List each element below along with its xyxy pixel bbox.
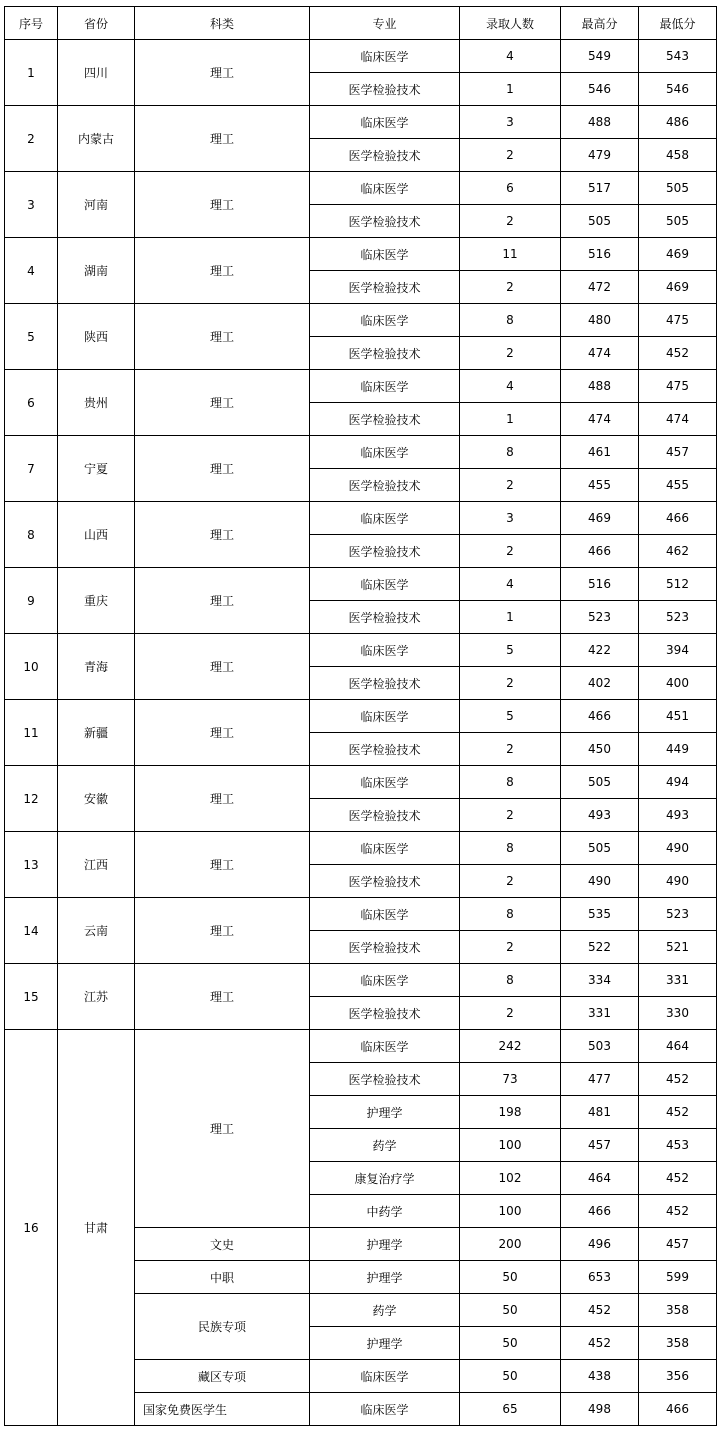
min-score-cell: 474: [639, 403, 717, 436]
admitted-count-cell: 50: [460, 1261, 561, 1294]
major-cell: 中药学: [310, 1195, 460, 1228]
seq-cell: 15: [5, 964, 58, 1030]
category-cell: 理工: [135, 1030, 310, 1228]
major-cell: 临床医学: [310, 370, 460, 403]
major-cell: 临床医学: [310, 1030, 460, 1063]
major-cell: 医学检验技术: [310, 139, 460, 172]
min-score-cell: 490: [639, 865, 717, 898]
major-cell: 医学检验技术: [310, 799, 460, 832]
min-score-cell: 494: [639, 766, 717, 799]
admitted-count-cell: 2: [460, 205, 561, 238]
major-cell: 临床医学: [310, 436, 460, 469]
major-cell: 护理学: [310, 1096, 460, 1129]
seq-cell: 7: [5, 436, 58, 502]
min-score-cell: 400: [639, 667, 717, 700]
seq-cell: 2: [5, 106, 58, 172]
max-score-cell: 517: [561, 172, 639, 205]
min-score-cell: 452: [639, 1096, 717, 1129]
admitted-count-cell: 2: [460, 865, 561, 898]
min-score-cell: 469: [639, 238, 717, 271]
admitted-count-cell: 50: [460, 1294, 561, 1327]
max-score-cell: 505: [561, 766, 639, 799]
min-score-cell: 521: [639, 931, 717, 964]
max-score-cell: 466: [561, 535, 639, 568]
max-score-cell: 438: [561, 1360, 639, 1393]
min-score-cell: 493: [639, 799, 717, 832]
max-score-cell: 481: [561, 1096, 639, 1129]
major-cell: 医学检验技术: [310, 931, 460, 964]
min-score-cell: 452: [639, 1195, 717, 1228]
max-score-cell: 334: [561, 964, 639, 997]
category-cell: 理工: [135, 370, 310, 436]
category-cell: 理工: [135, 172, 310, 238]
seq-cell: 11: [5, 700, 58, 766]
min-score-cell: 599: [639, 1261, 717, 1294]
max-score-cell: 493: [561, 799, 639, 832]
major-cell: 临床医学: [310, 766, 460, 799]
province-cell: 四川: [58, 40, 135, 106]
table-row: [5, 568, 717, 601]
max-score-cell: 480: [561, 304, 639, 337]
major-cell: 临床医学: [310, 964, 460, 997]
max-score-cell: 472: [561, 271, 639, 304]
admitted-count-cell: 2: [460, 139, 561, 172]
max-score-cell: 466: [561, 1195, 639, 1228]
admitted-count-cell: 2: [460, 799, 561, 832]
header-seq: 序号: [5, 7, 58, 40]
province-cell: 山西: [58, 502, 135, 568]
max-score-cell: 516: [561, 568, 639, 601]
admitted-count-cell: 8: [460, 832, 561, 865]
max-score-cell: 516: [561, 238, 639, 271]
max-score-cell: 488: [561, 370, 639, 403]
admitted-count-cell: 200: [460, 1228, 561, 1261]
admitted-count-cell: 100: [460, 1129, 561, 1162]
table-body: [5, 40, 717, 1426]
major-cell: 药学: [310, 1294, 460, 1327]
major-cell: 护理学: [310, 1327, 460, 1360]
min-score-cell: 449: [639, 733, 717, 766]
header-row: [5, 7, 717, 40]
admitted-count-cell: 4: [460, 40, 561, 73]
category-cell: 理工: [135, 766, 310, 832]
major-cell: 医学检验技术: [310, 733, 460, 766]
major-cell: 临床医学: [310, 172, 460, 205]
admitted-count-cell: 1: [460, 601, 561, 634]
table-row: [5, 40, 717, 73]
min-score-cell: 486: [639, 106, 717, 139]
header-major: 专业: [310, 7, 460, 40]
category-cell: 理工: [135, 700, 310, 766]
seq-cell: 1: [5, 40, 58, 106]
admitted-count-cell: 2: [460, 469, 561, 502]
category-cell: 理工: [135, 502, 310, 568]
max-score-cell: 452: [561, 1327, 639, 1360]
admitted-count-cell: 50: [460, 1360, 561, 1393]
max-score-cell: 549: [561, 40, 639, 73]
min-score-cell: 358: [639, 1327, 717, 1360]
min-score-cell: 490: [639, 832, 717, 865]
table-row: [5, 436, 717, 469]
max-score-cell: 479: [561, 139, 639, 172]
major-cell: 护理学: [310, 1228, 460, 1261]
table-row: [5, 1030, 717, 1063]
category-cell: 理工: [135, 634, 310, 700]
max-score-cell: 490: [561, 865, 639, 898]
major-cell: 医学检验技术: [310, 337, 460, 370]
admitted-count-cell: 4: [460, 568, 561, 601]
major-cell: 医学检验技术: [310, 271, 460, 304]
max-score-cell: 474: [561, 337, 639, 370]
admitted-count-cell: 8: [460, 766, 561, 799]
category-cell: 理工: [135, 832, 310, 898]
major-cell: 医学检验技术: [310, 535, 460, 568]
max-score-cell: 546: [561, 73, 639, 106]
max-score-cell: 535: [561, 898, 639, 931]
min-score-cell: 457: [639, 436, 717, 469]
province-cell: 河南: [58, 172, 135, 238]
major-cell: 临床医学: [310, 106, 460, 139]
header-category: 科类: [135, 7, 310, 40]
province-cell: 新疆: [58, 700, 135, 766]
admitted-count-cell: 5: [460, 634, 561, 667]
table-row: [5, 238, 717, 271]
admitted-count-cell: 8: [460, 964, 561, 997]
major-cell: 医学检验技术: [310, 469, 460, 502]
header-admitted: 录取人数: [460, 7, 561, 40]
max-score-cell: 450: [561, 733, 639, 766]
max-score-cell: 457: [561, 1129, 639, 1162]
min-score-cell: 453: [639, 1129, 717, 1162]
table-row: [5, 106, 717, 139]
min-score-cell: 462: [639, 535, 717, 568]
seq-cell: 13: [5, 832, 58, 898]
min-score-cell: 330: [639, 997, 717, 1030]
category-cell: 理工: [135, 964, 310, 1030]
admitted-count-cell: 3: [460, 502, 561, 535]
max-score-cell: 496: [561, 1228, 639, 1261]
major-cell: 临床医学: [310, 568, 460, 601]
admitted-count-cell: 2: [460, 931, 561, 964]
category-cell: 民族专项: [135, 1294, 310, 1360]
province-cell: 贵州: [58, 370, 135, 436]
seq-cell: 5: [5, 304, 58, 370]
max-score-cell: 331: [561, 997, 639, 1030]
max-score-cell: 464: [561, 1162, 639, 1195]
table-row: [5, 304, 717, 337]
min-score-cell: 331: [639, 964, 717, 997]
province-cell: 宁夏: [58, 436, 135, 502]
major-cell: 临床医学: [310, 634, 460, 667]
min-score-cell: 505: [639, 172, 717, 205]
major-cell: 药学: [310, 1129, 460, 1162]
table-row: [5, 634, 717, 667]
max-score-cell: 505: [561, 205, 639, 238]
table-row: [5, 964, 717, 997]
table-row: [5, 502, 717, 535]
max-score-cell: 402: [561, 667, 639, 700]
major-cell: 医学检验技术: [310, 403, 460, 436]
max-score-cell: 523: [561, 601, 639, 634]
header-province: 省份: [58, 7, 135, 40]
admitted-count-cell: 8: [460, 304, 561, 337]
admitted-count-cell: 100: [460, 1195, 561, 1228]
category-cell: 理工: [135, 238, 310, 304]
province-cell: 内蒙古: [58, 106, 135, 172]
category-cell: 理工: [135, 568, 310, 634]
seq-cell: 16: [5, 1030, 58, 1426]
min-score-cell: 512: [639, 568, 717, 601]
admitted-count-cell: 8: [460, 436, 561, 469]
table-row: [5, 766, 717, 799]
admitted-count-cell: 2: [460, 733, 561, 766]
admitted-count-cell: 50: [460, 1327, 561, 1360]
admitted-count-cell: 1: [460, 403, 561, 436]
admitted-count-cell: 2: [460, 271, 561, 304]
min-score-cell: 475: [639, 370, 717, 403]
category-cell: 理工: [135, 40, 310, 106]
min-score-cell: 546: [639, 73, 717, 106]
major-cell: 临床医学: [310, 832, 460, 865]
max-score-cell: 474: [561, 403, 639, 436]
admitted-count-cell: 4: [460, 370, 561, 403]
min-score-cell: 451: [639, 700, 717, 733]
max-score-cell: 469: [561, 502, 639, 535]
table-row: [5, 700, 717, 733]
major-cell: 临床医学: [310, 238, 460, 271]
major-cell: 医学检验技术: [310, 865, 460, 898]
min-score-cell: 452: [639, 1162, 717, 1195]
min-score-cell: 452: [639, 337, 717, 370]
major-cell: 临床医学: [310, 1360, 460, 1393]
admitted-count-cell: 8: [460, 898, 561, 931]
province-cell: 江西: [58, 832, 135, 898]
major-cell: 临床医学: [310, 40, 460, 73]
header-max-score: 最高分: [561, 7, 639, 40]
seq-cell: 4: [5, 238, 58, 304]
category-cell: 理工: [135, 898, 310, 964]
major-cell: 护理学: [310, 1261, 460, 1294]
seq-cell: 9: [5, 568, 58, 634]
min-score-cell: 455: [639, 469, 717, 502]
min-score-cell: 475: [639, 304, 717, 337]
province-cell: 云南: [58, 898, 135, 964]
category-cell: 文史: [135, 1228, 310, 1261]
major-cell: 临床医学: [310, 304, 460, 337]
table-row: [5, 832, 717, 865]
max-score-cell: 461: [561, 436, 639, 469]
max-score-cell: 477: [561, 1063, 639, 1096]
max-score-cell: 653: [561, 1261, 639, 1294]
category-cell: 理工: [135, 304, 310, 370]
category-cell: 中职: [135, 1261, 310, 1294]
admitted-count-cell: 5: [460, 700, 561, 733]
max-score-cell: 422: [561, 634, 639, 667]
province-cell: 安徽: [58, 766, 135, 832]
admission-scores-table: [4, 6, 717, 1426]
admitted-count-cell: 11: [460, 238, 561, 271]
province-cell: 重庆: [58, 568, 135, 634]
major-cell: 医学检验技术: [310, 205, 460, 238]
admitted-count-cell: 6: [460, 172, 561, 205]
table-row: [5, 898, 717, 931]
min-score-cell: 394: [639, 634, 717, 667]
min-score-cell: 457: [639, 1228, 717, 1261]
min-score-cell: 452: [639, 1063, 717, 1096]
major-cell: 临床医学: [310, 700, 460, 733]
category-cell: 理工: [135, 106, 310, 172]
province-cell: 湖南: [58, 238, 135, 304]
min-score-cell: 464: [639, 1030, 717, 1063]
header-min-score: 最低分: [639, 7, 717, 40]
min-score-cell: 358: [639, 1294, 717, 1327]
admitted-count-cell: 2: [460, 667, 561, 700]
table-row: [5, 172, 717, 205]
min-score-cell: 543: [639, 40, 717, 73]
min-score-cell: 523: [639, 601, 717, 634]
admitted-count-cell: 2: [460, 997, 561, 1030]
major-cell: 医学检验技术: [310, 73, 460, 106]
admitted-count-cell: 242: [460, 1030, 561, 1063]
min-score-cell: 458: [639, 139, 717, 172]
max-score-cell: 503: [561, 1030, 639, 1063]
seq-cell: 10: [5, 634, 58, 700]
major-cell: 临床医学: [310, 502, 460, 535]
category-cell: 国家免费医学生: [135, 1393, 310, 1426]
min-score-cell: 505: [639, 205, 717, 238]
admitted-count-cell: 2: [460, 535, 561, 568]
major-cell: 康复治疗学: [310, 1162, 460, 1195]
category-cell: 理工: [135, 436, 310, 502]
province-cell: 陕西: [58, 304, 135, 370]
category-cell: 藏区专项: [135, 1360, 310, 1393]
max-score-cell: 455: [561, 469, 639, 502]
seq-cell: 14: [5, 898, 58, 964]
min-score-cell: 466: [639, 502, 717, 535]
admitted-count-cell: 198: [460, 1096, 561, 1129]
max-score-cell: 505: [561, 832, 639, 865]
province-cell: 青海: [58, 634, 135, 700]
admitted-count-cell: 2: [460, 337, 561, 370]
admitted-count-cell: 65: [460, 1393, 561, 1426]
major-cell: 临床医学: [310, 898, 460, 931]
major-cell: 医学检验技术: [310, 667, 460, 700]
table-row: [5, 370, 717, 403]
admitted-count-cell: 3: [460, 106, 561, 139]
province-cell: 江苏: [58, 964, 135, 1030]
max-score-cell: 466: [561, 700, 639, 733]
major-cell: 医学检验技术: [310, 997, 460, 1030]
max-score-cell: 522: [561, 931, 639, 964]
admitted-count-cell: 102: [460, 1162, 561, 1195]
seq-cell: 8: [5, 502, 58, 568]
major-cell: 医学检验技术: [310, 1063, 460, 1096]
province-cell: 甘肃: [58, 1030, 135, 1426]
min-score-cell: 466: [639, 1393, 717, 1426]
max-score-cell: 452: [561, 1294, 639, 1327]
seq-cell: 3: [5, 172, 58, 238]
seq-cell: 12: [5, 766, 58, 832]
min-score-cell: 523: [639, 898, 717, 931]
admitted-count-cell: 1: [460, 73, 561, 106]
min-score-cell: 469: [639, 271, 717, 304]
max-score-cell: 488: [561, 106, 639, 139]
max-score-cell: 498: [561, 1393, 639, 1426]
min-score-cell: 356: [639, 1360, 717, 1393]
seq-cell: 6: [5, 370, 58, 436]
major-cell: 医学检验技术: [310, 601, 460, 634]
admitted-count-cell: 73: [460, 1063, 561, 1096]
major-cell: 临床医学: [310, 1393, 460, 1426]
